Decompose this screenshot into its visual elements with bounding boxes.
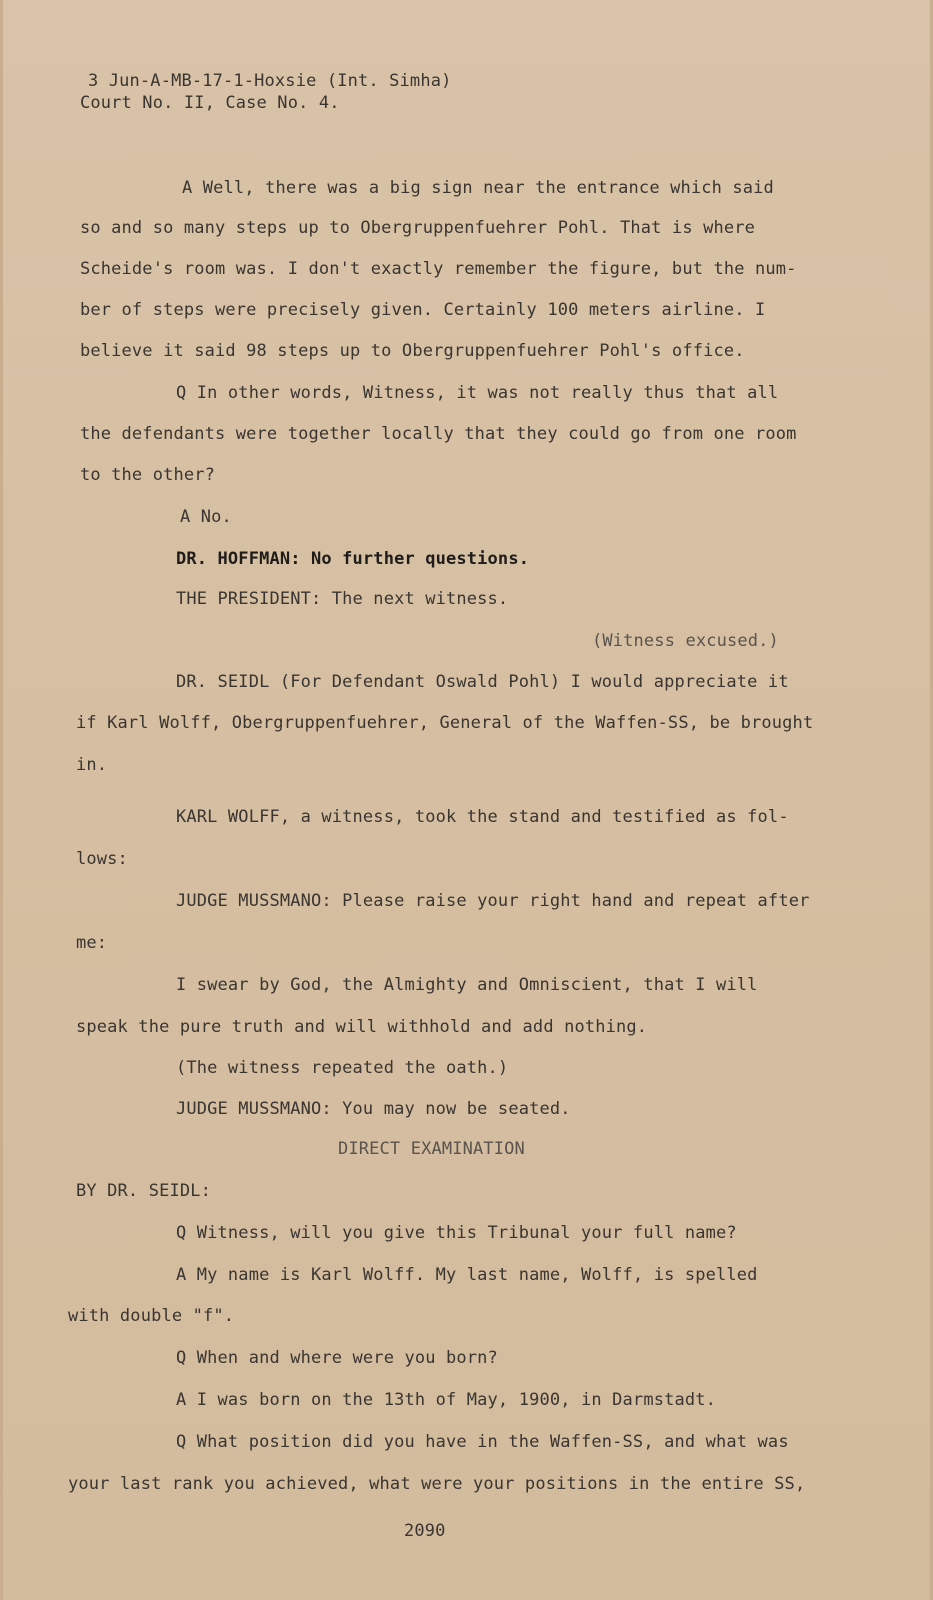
text-line: Q What position did you have in the Waffen-SS, and what was xyxy=(176,1432,789,1452)
text-line: with double "f". xyxy=(68,1306,235,1326)
text-line: to the other? xyxy=(80,465,216,485)
text-line: speak the pure truth and will withhold and add nothing. xyxy=(76,1017,648,1037)
text-line: JUDGE MUSSMANO: Please raise your right hand and repeat after xyxy=(176,891,810,911)
header-line-1: 3 Jun-A-MB-17-1-Hoxsie (Int. Simha) xyxy=(88,71,452,91)
text-line: Q When and where were you born? xyxy=(176,1348,498,1368)
section-heading: DIRECT EXAMINATION xyxy=(338,1139,525,1159)
text-line: Q Witness, will you give this Tribunal your full name? xyxy=(176,1223,737,1243)
text-line: the defendants were together locally that they could go from one room xyxy=(80,424,797,444)
page-number: 2090 xyxy=(404,1521,446,1541)
text-line: (Witness excused.) xyxy=(592,631,779,651)
text-line: DR. HOFFMAN: No further questions. xyxy=(176,549,530,569)
text-line: in. xyxy=(76,755,108,775)
text-line: KARL WOLFF, a witness, took the stand and testified as fol- xyxy=(176,807,789,827)
text-line: A My name is Karl Wolff. My last name, Wolff, is spelled xyxy=(176,1265,758,1285)
header-line-2: Court No. II, Case No. 4. xyxy=(80,93,340,113)
text-line: Q In other words, Witness, it was not really thus that all xyxy=(176,383,779,403)
text-line: I swear by God, the Almighty and Omniscient, that I will xyxy=(176,975,758,995)
text-line: (The witness repeated the oath.) xyxy=(176,1058,509,1078)
text-line: believe it said 98 steps up to Obergruppenfuehrer Pohl's office. xyxy=(80,341,745,361)
text-line: A No. xyxy=(180,507,232,527)
text-line: so and so many steps up to Obergruppenfuehrer Pohl. That is where xyxy=(80,218,756,238)
text-line: lows: xyxy=(76,849,128,869)
text-line: Scheide's room was. I don't exactly remember the figure, but the num- xyxy=(80,259,797,279)
text-line: ber of steps were precisely given. Certainly 100 meters airline. I xyxy=(80,300,766,320)
text-line: your last rank you achieved, what were your positions in the entire SS, xyxy=(68,1474,806,1494)
text-line: DR. SEIDL (For Defendant Oswald Pohl) I would appreciate it xyxy=(176,672,789,692)
text-line: A I was born on the 13th of May, 1900, in Darmstadt. xyxy=(176,1390,717,1410)
text-line: A Well, there was a big sign near the entrance which said xyxy=(182,178,774,198)
text-line: me: xyxy=(76,933,108,953)
text-line: JUDGE MUSSMANO: You may now be seated. xyxy=(176,1099,571,1119)
text-line: THE PRESIDENT: The next witness. xyxy=(176,589,509,609)
text-line: BY DR. SEIDL: xyxy=(76,1181,212,1201)
text-line: if Karl Wolff, Obergruppenfuehrer, General of the Waffen-SS, be brought xyxy=(76,713,814,733)
page-edge-left xyxy=(0,0,3,1600)
